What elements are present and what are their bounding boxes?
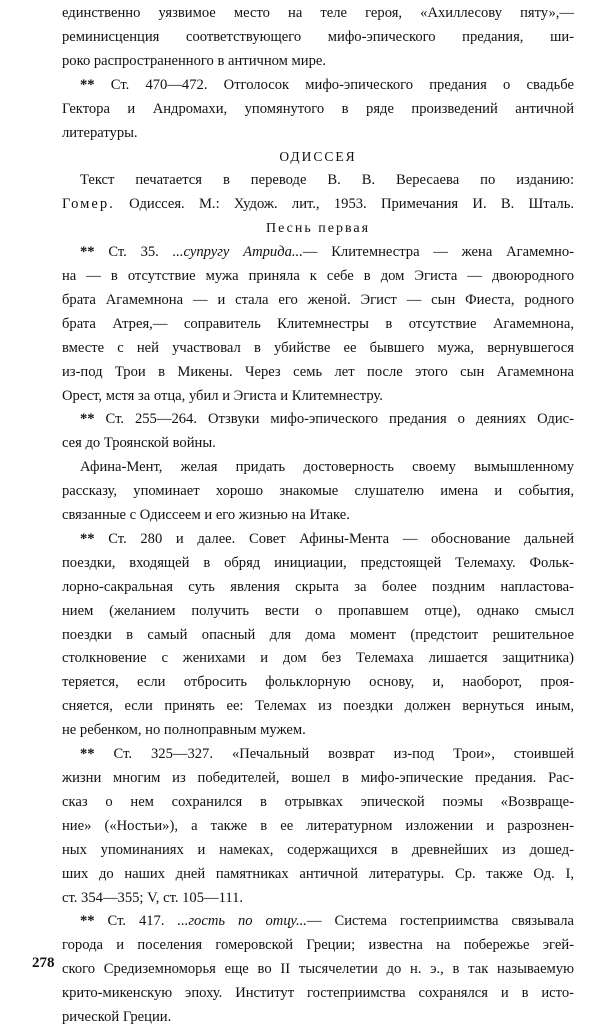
note-text: Ст. 255—264. Отзвуки мифо-эпического предания о деяниях Одис- [94, 411, 574, 428]
text-line: ших до наших дней памятниках античной литературы. Ср. также Од. I, [62, 865, 574, 882]
text-line [62, 241, 574, 265]
text-line: крито-микенскую эпоху. Институт гостеприимства сохранялся и в исто- [62, 985, 574, 1002]
text-line: сея до Троянской войны. [62, 435, 216, 452]
text-line: рической Греции. [62, 1009, 172, 1026]
text-line: ского Средиземноморья еще во II тысячелетии до н. э., в так называемую [62, 961, 574, 978]
note-quote: ...гость по отцу... [177, 913, 307, 930]
note-280 [62, 528, 574, 743]
text-line: поездки в самый опасный для дома момент (предстоит решительное [62, 626, 574, 643]
note-text: — Клитемнестра — жена Агамемно- [302, 244, 574, 261]
text-line: ст. 354—355; V, ст. 105—111. [62, 889, 244, 906]
note-marker: ** [80, 530, 95, 547]
note-ref: Ст. 417. [94, 913, 178, 930]
text-line: ных упоминаниях и намеках, содержащихся в древнейших из дошед- [62, 841, 574, 858]
text-line: поездки, входящей в обряд инициации, предстоящей Телемаху. Фольк- [62, 554, 574, 571]
text-line: не ребенком, но полноправным мужем. [62, 722, 306, 739]
text-line: Гектора и Андромахи, упомянутого в ряде произведений античной [62, 100, 574, 117]
text-line: брата Атрея,— соправитель Клитемнестры в отсутствие Агамемнона, [62, 315, 574, 332]
note-marker: ** [80, 76, 95, 93]
text-line: ние» («Ностьи»), а также в ее литературном изложении и разрознен- [62, 817, 574, 834]
note-text: Ст. 280 и далее. Совет Афины-Мента — обоснование дальней [94, 530, 574, 547]
text-line: жизни многим из победителей, вошел в мифо-эпические предания. Рас- [62, 770, 574, 786]
text-line: сняется, если принять ее: Телемах из поездки должен вернуться иным, [62, 698, 574, 715]
text-line: сказ о нем сохранился в отрывках эпической поэмы «Возвраще- [62, 793, 574, 810]
text-line [62, 193, 574, 217]
text-line: реминисценция соответствующего мифо-эпического предания, ши- [62, 28, 574, 45]
text-line: единственно уязвимое место на теле героя, «Ахиллесову пяту»,— [62, 5, 574, 21]
note-marker: ** [80, 746, 95, 763]
note-text: — Система гостеприимства связывала [306, 913, 574, 930]
text-line: теряется, если отбросить фольклорную основу, и, наоборот, проя- [62, 674, 574, 691]
text-line [62, 528, 574, 552]
note-text: Ст. 325—327. «Печальный возврат из-под Трои», стоившей [94, 746, 574, 763]
text-line: брата Агамемнона — и стала его женой. Эгист — сын Фиеста, родного [62, 291, 574, 308]
note-text: Ст. 470—472. Отголосок мифо-эпического предания о свадьбе [94, 76, 574, 93]
text-line: из-под Трои в Микены. Через семь лет после этого сын Агамемнона [62, 363, 574, 380]
text-line: нием (желанием получить вести о пропавшем отце), однако смысл [62, 602, 574, 619]
text-line: Орест, мстя за отца, убил и Эгиста и Клитемнестру. [62, 387, 383, 404]
note-417 [62, 910, 574, 1030]
page-body [62, 2, 574, 1030]
intro-paragraph [62, 2, 574, 74]
chapter-title: Песнь первая [265, 221, 371, 237]
text-line: столкновение с женихами и дом без Телемаха лишается защитника) [62, 650, 574, 667]
text-line: города и поселения гомеровской Греции; известна на побережье эгей- [62, 937, 574, 954]
note-ref: Ст. 35. [94, 244, 173, 261]
section-title: ОДИССЕЯ [279, 149, 357, 165]
text-line: роко распространенного в античном мире. [62, 52, 327, 69]
text-line: Текст печатается в переводе В. В. Вересаева по изданию: [80, 172, 574, 189]
note-marker: ** [80, 411, 95, 428]
note-marker: ** [80, 244, 95, 261]
text-line: рассказу, упоминает хорошо знакомые слушателю имена и события, [62, 483, 574, 500]
source-rest: Одиссея. М.: Худож. лит., 1953. Примечания И. В. Шталь. [114, 196, 574, 213]
text-line: Афина-Мент, желая придать достоверность своему вымышленному [80, 459, 574, 476]
source-paragraph [62, 169, 574, 217]
text-line [62, 743, 574, 767]
text-line: вместе с ней участвовал в убийстве ее бывшего мужа, вернувшегося [62, 339, 574, 356]
page-number: 278 [32, 955, 55, 971]
note-470 [62, 74, 574, 146]
text-line: на — в отсутствие мужа приняла к себе в дом Эгиста — двоюродного [62, 267, 574, 284]
note-quote: ...супругу Атрида... [172, 244, 303, 261]
text-line [62, 408, 574, 432]
author-name: Гомер. [62, 196, 115, 213]
text-line [62, 910, 574, 934]
text-line: литературы. [62, 124, 138, 141]
note-255 [62, 408, 574, 456]
text-line: связанные с Одиссеем и его жизнью на Итаке. [62, 507, 350, 524]
note-marker: ** [80, 913, 95, 930]
note-35 [62, 241, 574, 408]
text-line [62, 74, 574, 98]
athena-paragraph [62, 456, 574, 528]
text-line: лорно-сакральная суть явления скрыта за более поздним напластова- [62, 578, 574, 595]
note-325 [62, 743, 574, 910]
